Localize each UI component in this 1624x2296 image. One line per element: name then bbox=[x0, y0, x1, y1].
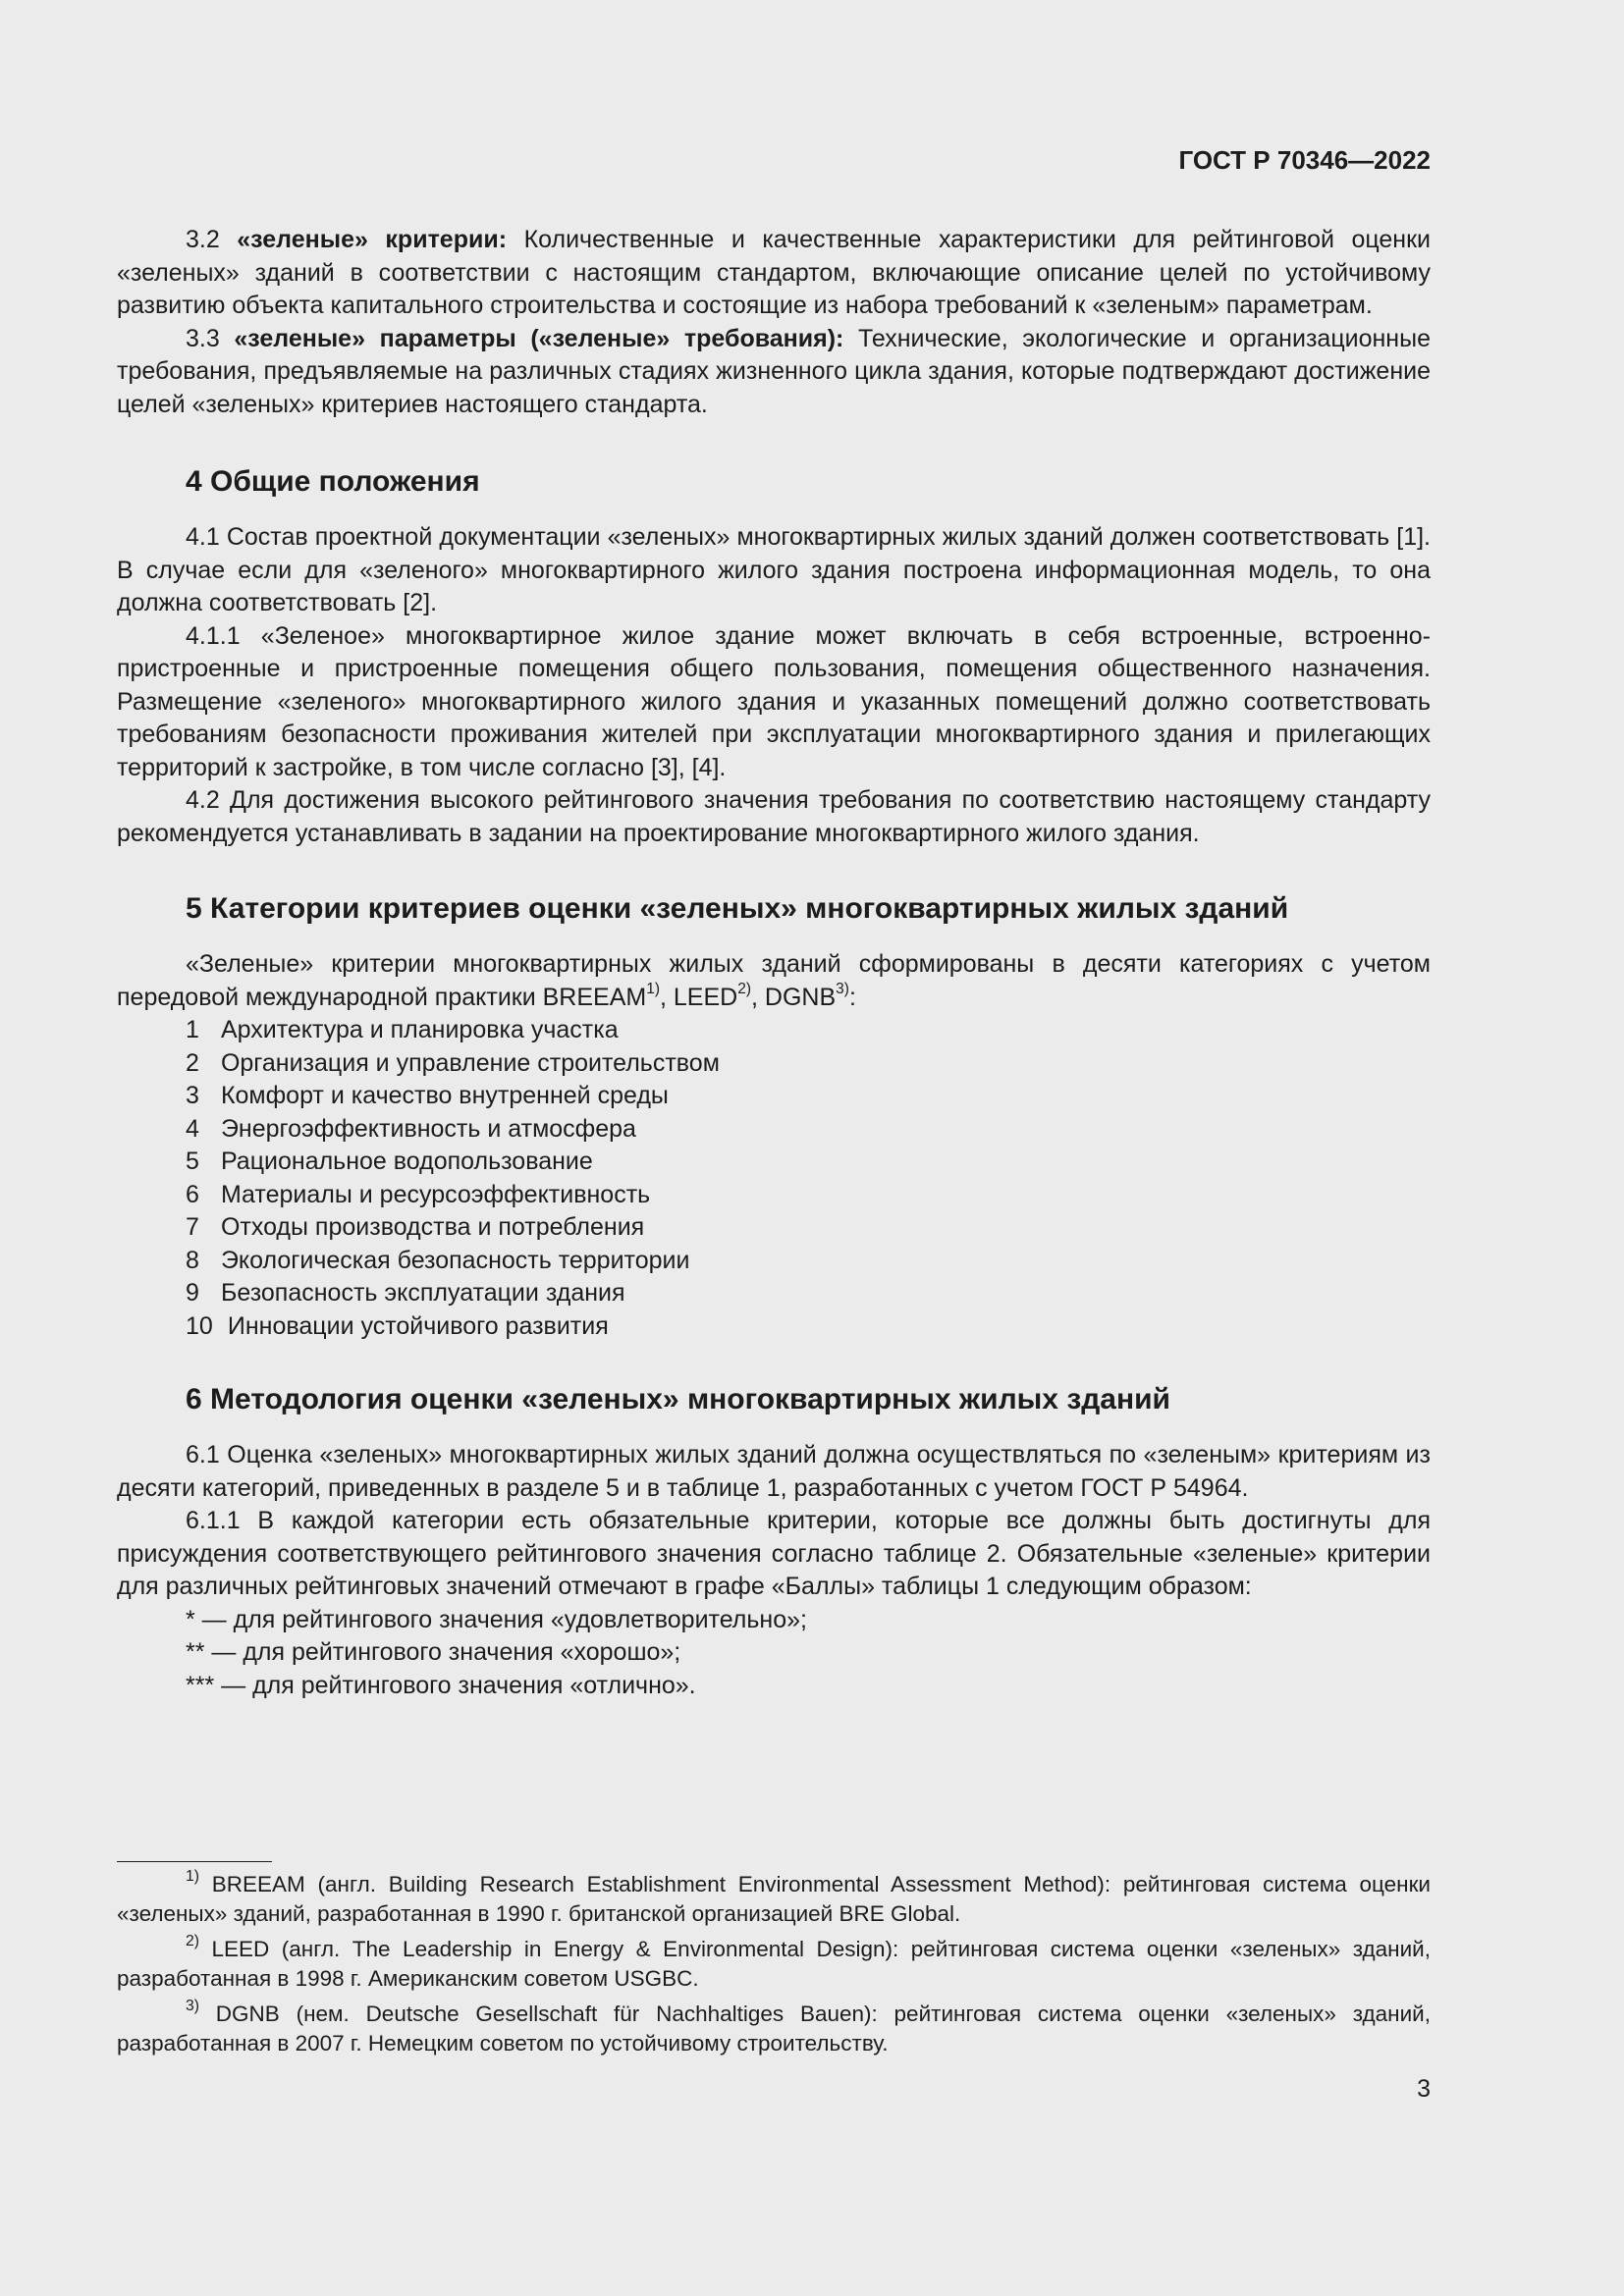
item-label: Архитектура и планировка участка bbox=[220, 1016, 619, 1043]
clause-4-1-1: 4.1.1 «Зеленое» многоквартирное жилое здание может включать в себя встроенные, встроенно-пристроенные и пристроенные помещения общего пользования, помещения общественного назначения. Размещение «зеленого» многоквартирного жилого здания и указанных помещений должно соответствовать требованиям безопасности проживания жителей при эксплуатации многоквартирного здания и прилегающих территорий к застройке, в том числе согласно [3], [4]. bbox=[117, 621, 1431, 781]
list-item bbox=[186, 1146, 1431, 1179]
item-label: Отходы производства и потребления bbox=[220, 1213, 645, 1241]
list-item bbox=[186, 1080, 1431, 1113]
list-item bbox=[186, 1113, 1431, 1147]
item-label: Экологическая безопасность территории bbox=[220, 1246, 690, 1274]
item-number: 6 bbox=[186, 1180, 199, 1208]
item-number: 2 bbox=[186, 1048, 199, 1077]
term-name: «зеленые» параметры («зеленые» требования): bbox=[234, 324, 844, 352]
footnote-text: LEED (англ. The Leadership in Energy & Environmental Design): рейтинговая система оценки «зеленых» зданий, разработанная в 1998 г. Американским советом USGBC. bbox=[117, 1937, 1431, 1991]
item-number: 7 bbox=[186, 1213, 199, 1241]
item-label: Материалы и ресурсоэффективность bbox=[220, 1180, 651, 1208]
clause-number: 3.2 bbox=[186, 226, 238, 253]
footnote-3 bbox=[117, 2000, 1431, 2058]
footnote-mark: 1) bbox=[186, 1868, 200, 1886]
intro-text: «Зеленые» критерии многоквартирных жилых зданий сформированы в десяти категориях с учетом передовой международной практики BREEAM bbox=[117, 950, 1431, 1011]
item-label: Инновации устойчивого развития bbox=[227, 1311, 609, 1340]
clause-4-1: 4.1 Состав проектной документации «зеленых» многоквартирных жилых зданий должен соответствовать [1]. В случае если для «зеленого» многоквартирного жилого здания построена информационная модель, то она должна соответствовать [2]. bbox=[117, 523, 1431, 616]
list-item bbox=[186, 1211, 1431, 1245]
item-number: 5 bbox=[186, 1148, 199, 1175]
item-number: 8 bbox=[186, 1246, 199, 1274]
term-definition: Количественные и качественные характеристики для рейтинговой оценки «зеленых» зданий в соответствии с настоящим стандартом, включающие описание целей по устойчивому развитию объекта капитального строительства и состоящие из набора требований к «зеленым» параметрам. bbox=[117, 226, 1432, 319]
footnote-text: DGNB (нем. Deutsche Gesellschaft für Nachhaltiges Bauen): рейтинговая система оценки «зеленых» зданий, разработанная в 2007 г. Немецким советом по устойчивому строительству. bbox=[117, 2002, 1431, 2056]
term-definition: Технические, экологические и организационные требования, предъявляемые на различных стадиях жизненного цикла здания, которые подтверждают достижение целей «зеленых» критериев настоящего стандарта. bbox=[117, 324, 1431, 418]
list-item bbox=[186, 1245, 1431, 1278]
item-label: Энергоэффективность и атмосфера bbox=[220, 1114, 636, 1143]
item-label: Организация и управление строительством bbox=[220, 1048, 720, 1077]
marker-good: ** — для рейтингового значения «хорошо»; bbox=[186, 1638, 681, 1666]
clause-3-3 bbox=[117, 323, 1431, 422]
item-label: Комфорт и качество внутренней среды bbox=[220, 1082, 669, 1109]
document-code: ГОСТ Р 70346—2022 bbox=[1178, 145, 1431, 175]
category-list bbox=[117, 1014, 1431, 1343]
clause-4-2: 4.2 Для достижения высокого рейтингового значения требования по соответствию настоящему стандарту рекомендуется устанавливать в задании на проектирование многоквартирного жилого здания. bbox=[117, 786, 1431, 847]
footnote-2 bbox=[117, 1935, 1431, 1994]
clause-number: 3.3 bbox=[186, 324, 235, 352]
list-item bbox=[186, 1310, 1431, 1344]
intro-text: : bbox=[848, 983, 856, 1011]
section-5-heading: 5 Категории критериев оценки «зеленых» многоквартирных жилых зданий bbox=[186, 892, 1289, 925]
footnote-mark: 3) bbox=[186, 1998, 200, 2015]
footnote-text: BREEAM (англ. Building Research Establishment Environmental Assessment Method): рейтинговая система оценки «зеленых» зданий, разработанная в 1990 г. британской организацией BRE Global. bbox=[117, 1872, 1431, 1926]
footnote-ref-2: 2) bbox=[737, 980, 752, 997]
intro-text: , LEED bbox=[660, 983, 738, 1011]
section-4-heading: 4 Общие положения bbox=[186, 465, 480, 498]
item-number: 10 bbox=[186, 1311, 213, 1340]
footnote-mark: 2) bbox=[186, 1933, 200, 1950]
intro-text: , DGNB bbox=[751, 983, 837, 1011]
item-label: Безопасность эксплуатации здания bbox=[220, 1279, 625, 1307]
footnote-ref-3: 3) bbox=[836, 980, 849, 997]
footnote-ref-1: 1) bbox=[646, 980, 661, 997]
clause-3-2 bbox=[117, 224, 1431, 323]
term-name: «зеленые» критерии: bbox=[237, 226, 508, 253]
item-number: 4 bbox=[186, 1114, 199, 1143]
list-item bbox=[186, 1179, 1431, 1212]
marker-excellent: *** — для рейтингового значения «отлично». bbox=[186, 1671, 696, 1699]
item-number: 9 bbox=[186, 1279, 199, 1307]
clause-6-1: 6.1 Оценка «зеленых» многоквартирных жилых зданий должна осуществляться по «зеленым» критериям из десяти категорий, приведенных в разделе 5 и в таблице 1, разработанных с учетом ГОСТ Р 54964. bbox=[117, 1441, 1431, 1502]
footnotes bbox=[117, 1861, 1431, 2064]
item-number: 3 bbox=[186, 1082, 199, 1109]
clause-6-1-1: 6.1.1 В каждой категории есть обязательные критерии, которые все должны быть достигнуты для присуждения соответствующего рейтингового значения согласно таблице 2. Обязательные «зеленые» критерии для различных рейтинговых значений отмечают в графе «Баллы» таблицы 1 следующим образом: bbox=[117, 1507, 1431, 1600]
section-6-heading: 6 Методология оценки «зеленых» многоквартирных жилых зданий bbox=[186, 1383, 1170, 1415]
footnote-divider bbox=[117, 1861, 272, 1862]
list-item bbox=[186, 1047, 1431, 1081]
footnote-1 bbox=[117, 1870, 1431, 1929]
section-5-intro bbox=[117, 948, 1431, 1014]
list-item bbox=[186, 1014, 1431, 1047]
main-content bbox=[117, 224, 1431, 1702]
page-number: 3 bbox=[1417, 2075, 1431, 2103]
item-label: Рациональное водопользование bbox=[220, 1148, 593, 1175]
marker-satisfactory: * — для рейтингового значения «удовлетворительно»; bbox=[186, 1605, 807, 1633]
list-item bbox=[186, 1277, 1431, 1310]
item-number: 1 bbox=[186, 1016, 199, 1043]
